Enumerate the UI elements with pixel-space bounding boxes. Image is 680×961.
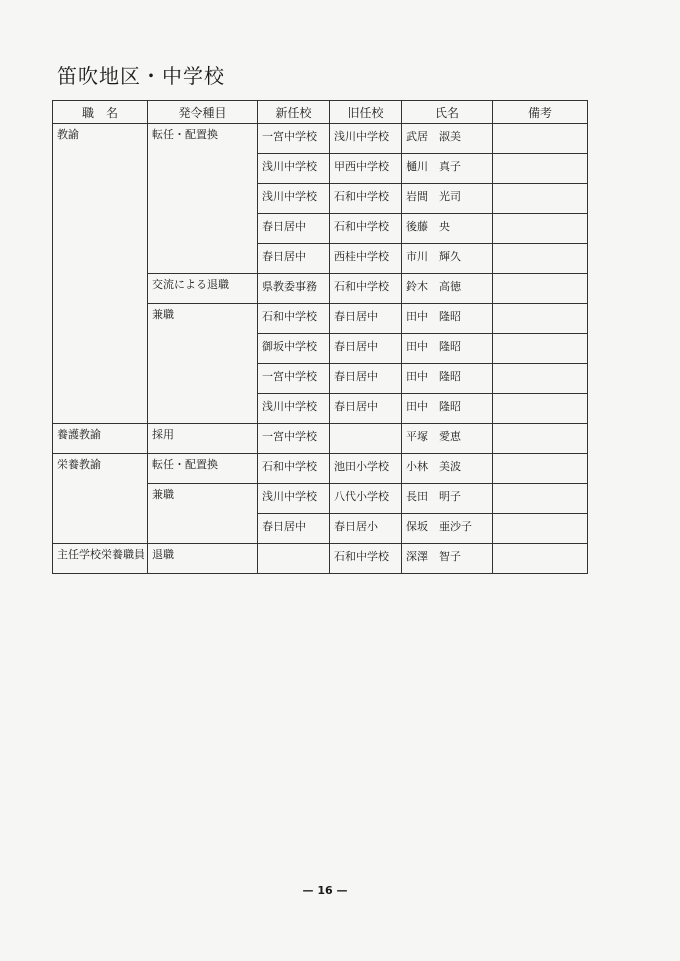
- remarks-cell: [493, 124, 588, 154]
- new-school-cell: 石和中学校: [258, 304, 330, 334]
- header-order-type: 発令種目: [148, 101, 258, 124]
- old-school-cell: 浅川中学校: [330, 124, 402, 154]
- new-school-cell: 石和中学校: [258, 454, 330, 484]
- new-school-cell: 春日居中: [258, 244, 330, 274]
- header-position: 職 名: [53, 101, 148, 124]
- name-cell: 田中 隆昭: [402, 394, 493, 424]
- name-cell: 武居 淑美: [402, 124, 493, 154]
- order-type-cell: 兼職: [148, 484, 258, 544]
- order-type-cell: 退職: [148, 544, 258, 574]
- old-school-cell: 春日居小: [330, 514, 402, 544]
- remarks-cell: [493, 334, 588, 364]
- order-type-cell: 交流による退職: [148, 274, 258, 304]
- remarks-cell: [493, 244, 588, 274]
- new-school-cell: 浅川中学校: [258, 484, 330, 514]
- remarks-cell: [493, 184, 588, 214]
- old-school-cell: 石和中学校: [330, 544, 402, 574]
- remarks-cell: [493, 394, 588, 424]
- order-type-cell: 転任・配置換: [148, 454, 258, 484]
- name-cell: 小林 美波: [402, 454, 493, 484]
- remarks-cell: [493, 274, 588, 304]
- remarks-cell: [493, 424, 588, 454]
- new-school-cell: 春日居中: [258, 214, 330, 244]
- table-row: [53, 124, 588, 154]
- old-school-cell: 春日居中: [330, 304, 402, 334]
- remarks-cell: [493, 484, 588, 514]
- header-new-school: 新任校: [258, 101, 330, 124]
- new-school-cell: 県教委事務: [258, 274, 330, 304]
- position-cell: 主任学校栄養職員: [53, 544, 148, 574]
- position-cell: 養護教諭: [53, 424, 148, 454]
- name-cell: 田中 隆昭: [402, 304, 493, 334]
- new-school-cell: 春日居中: [258, 514, 330, 544]
- new-school-cell: [258, 544, 330, 574]
- name-cell: 保坂 亜沙子: [402, 514, 493, 544]
- remarks-cell: [493, 364, 588, 394]
- new-school-cell: 一宮中学校: [258, 124, 330, 154]
- old-school-cell: 春日居中: [330, 334, 402, 364]
- new-school-cell: 一宮中学校: [258, 364, 330, 394]
- name-cell: 鈴木 高徳: [402, 274, 493, 304]
- remarks-cell: [493, 154, 588, 184]
- name-cell: 田中 隆昭: [402, 334, 493, 364]
- table-row: [53, 544, 588, 574]
- remarks-cell: [493, 304, 588, 334]
- table-row: [53, 424, 588, 454]
- order-type-cell: 転任・配置換: [148, 124, 258, 274]
- name-cell: 長田 明子: [402, 484, 493, 514]
- header-name: 氏名: [402, 101, 493, 124]
- page-title: 笛吹地区・中学校: [57, 64, 225, 88]
- name-cell: 深澤 智子: [402, 544, 493, 574]
- header-old-school: 旧任校: [330, 101, 402, 124]
- remarks-cell: [493, 544, 588, 574]
- table-body: [53, 124, 588, 574]
- name-cell: 後藤 央: [402, 214, 493, 244]
- name-cell: 岩間 光司: [402, 184, 493, 214]
- remarks-cell: [493, 454, 588, 484]
- assignment-table: [52, 100, 588, 574]
- new-school-cell: 浅川中学校: [258, 154, 330, 184]
- header-remarks: 備考: [493, 101, 588, 124]
- new-school-cell: 浅川中学校: [258, 394, 330, 424]
- position-cell: 栄養教諭: [53, 454, 148, 544]
- old-school-cell: 甲西中学校: [330, 154, 402, 184]
- new-school-cell: 御坂中学校: [258, 334, 330, 364]
- name-cell: 田中 隆昭: [402, 364, 493, 394]
- order-type-cell: 採用: [148, 424, 258, 454]
- name-cell: 樋川 真子: [402, 154, 493, 184]
- old-school-cell: 石和中学校: [330, 274, 402, 304]
- page-number: — 16 —: [302, 884, 348, 897]
- old-school-cell: 西桂中学校: [330, 244, 402, 274]
- order-type-cell: 兼職: [148, 304, 258, 424]
- table-row: [53, 454, 588, 484]
- remarks-cell: [493, 214, 588, 244]
- old-school-cell: 石和中学校: [330, 214, 402, 244]
- table-header-row: [53, 101, 588, 124]
- name-cell: 市川 輝久: [402, 244, 493, 274]
- name-cell: 平塚 愛恵: [402, 424, 493, 454]
- old-school-cell: 石和中学校: [330, 184, 402, 214]
- old-school-cell: 八代小学校: [330, 484, 402, 514]
- position-cell: 教諭: [53, 124, 148, 424]
- old-school-cell: [330, 424, 402, 454]
- new-school-cell: 一宮中学校: [258, 424, 330, 454]
- old-school-cell: 春日居中: [330, 394, 402, 424]
- old-school-cell: 春日居中: [330, 364, 402, 394]
- remarks-cell: [493, 514, 588, 544]
- old-school-cell: 池田小学校: [330, 454, 402, 484]
- new-school-cell: 浅川中学校: [258, 184, 330, 214]
